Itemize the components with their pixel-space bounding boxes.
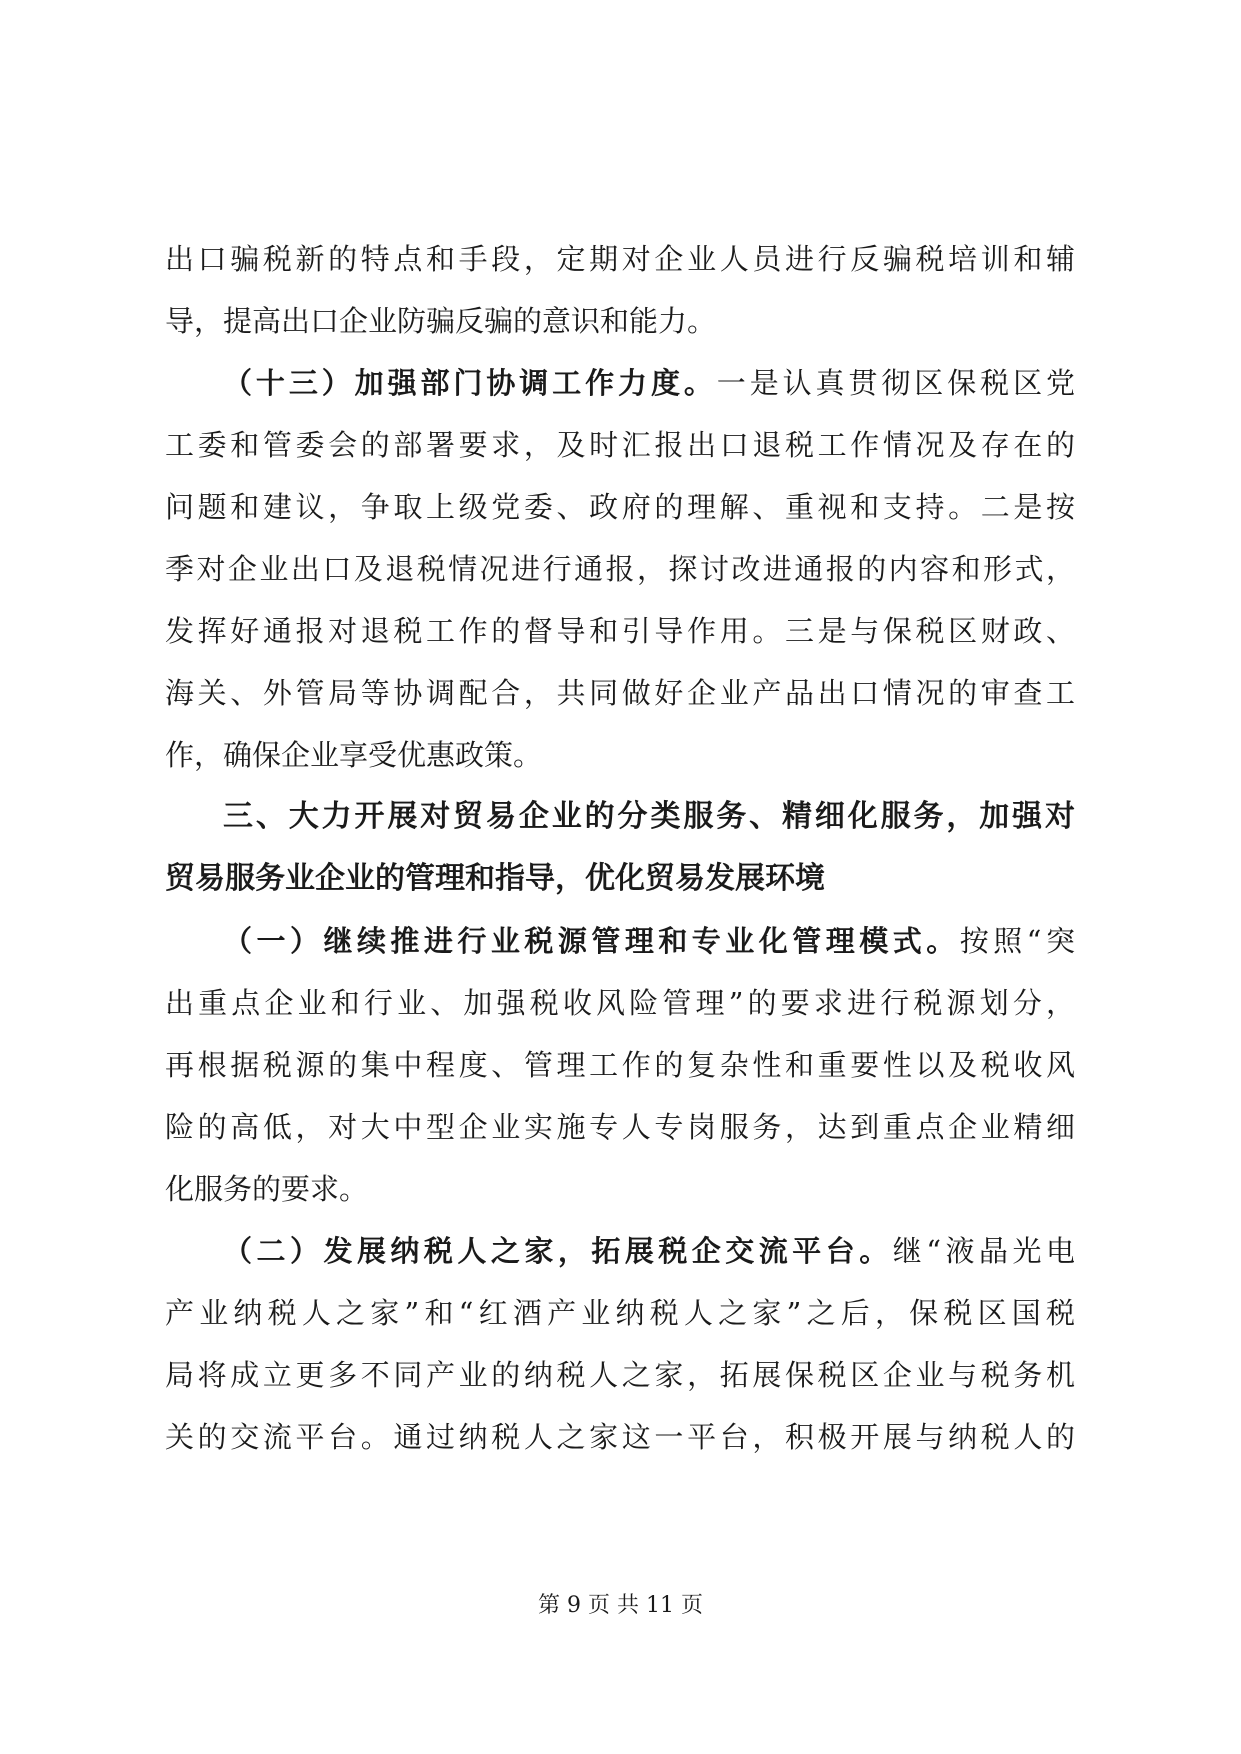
paragraph-heading: （一）继续推进行业税源管理和专业化管理模式。 [223, 924, 960, 958]
paragraph-line: 险的高低，对大中型企业实施专人专岗服务，达到重点企业精细 [165, 1110, 1075, 1144]
paragraph-first-line [165, 352, 1075, 414]
paragraph-line: 局将成立更多不同产业的纳税人之家，拓展保税区企业与税务机 [165, 1358, 1075, 1392]
paragraph-line: 再根据税源的集中程度、管理工作的复杂性和重要性以及税收风 [165, 1048, 1075, 1082]
paragraph-line: 产业纳税人之家”和“红酒产业纳税人之家”之后，保税区国税 [165, 1296, 1075, 1330]
paragraph-line: 作，确保企业享受优惠政策。 [165, 738, 543, 772]
document-body [165, 228, 1075, 1468]
section-heading: 三、大力开展对贸易企业的分类服务、精细化服务，加强对 [223, 799, 1075, 834]
paragraph-line: 问题和建议，争取上级党委、政府的理解、重视和支持。二是按 [165, 490, 1075, 524]
paragraph-line: 出口骗税新的特点和手段，定期对企业人员进行反骗税培训和辅 [165, 242, 1075, 276]
paragraph-text: 继“液晶光电 [892, 1234, 1075, 1268]
paragraph-line: 季对企业出口及退税情况进行通报，探讨改进通报的内容和形式， [165, 552, 1075, 586]
page-footer: 第 9 页 共 11 页 [538, 1593, 703, 1618]
paragraph-first-line [165, 910, 1075, 972]
paragraph-line: 关的交流平台。通过纳税人之家这一平台，积极开展与纳税人的 [165, 1420, 1075, 1454]
paragraph-heading: （二）发展纳税人之家，拓展税企交流平台。 [223, 1234, 893, 1268]
paragraph-text: 一是认真贯彻区保税区党 [716, 366, 1075, 400]
paragraph-line: 发挥好通报对退税工作的督导和引导作用。三是与保税区财政、 [165, 614, 1075, 648]
paragraph-line: 出重点企业和行业、加强税收风险管理”的要求进行税源划分， [165, 986, 1075, 1020]
paragraph-line: 工委和管委会的部署要求，及时汇报出口退税工作情况及存在的 [165, 428, 1075, 462]
paragraph-first-line [165, 1220, 1075, 1282]
paragraph-line: 海关、外管局等协调配合，共同做好企业产品出口情况的审查工 [165, 676, 1075, 710]
section-heading: 贸易服务业企业的管理和指导，优化贸易发展环境 [165, 861, 825, 896]
paragraph-line: 导，提高出口企业防骗反骗的意识和能力。 [165, 304, 717, 338]
paragraph-heading: （十三）加强部门协调工作力度。 [223, 366, 717, 400]
paragraph-text: 按照“突 [959, 924, 1075, 958]
paragraph-line: 化服务的要求。 [165, 1172, 369, 1206]
